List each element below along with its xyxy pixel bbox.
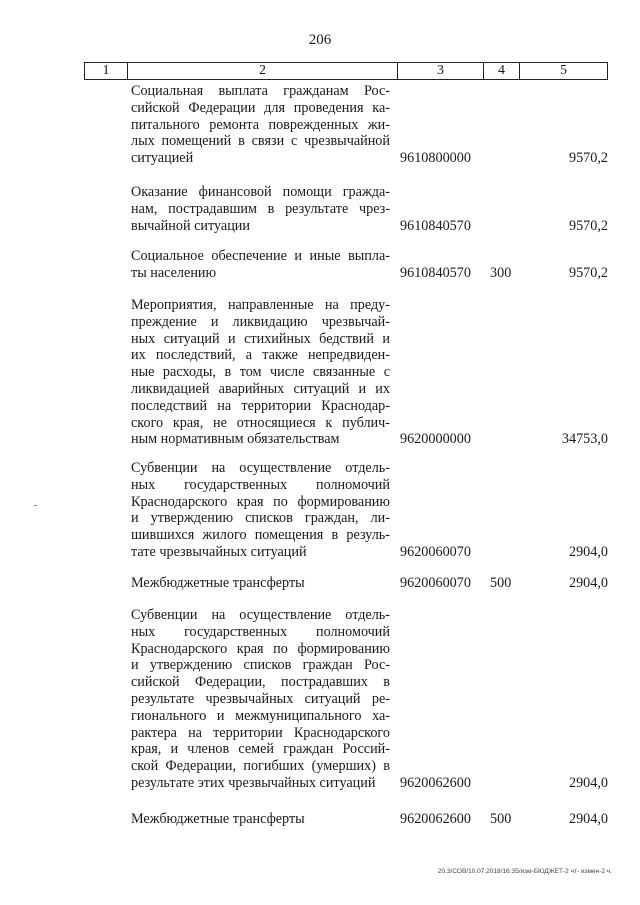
row-name-line: Субвенции на осуществление отдель- xyxy=(131,607,390,623)
row-name-line: результате чрезвычайных ситуаций ре- xyxy=(131,690,390,707)
row-name-line: ные расходы, в том числе связанные с xyxy=(131,364,390,381)
row-vr: 500 xyxy=(490,811,512,827)
row-name-line: ского края, не относящиеся к публич- xyxy=(131,414,390,431)
header-col-1: 1 xyxy=(85,63,128,79)
row-name-line: ты населению xyxy=(131,264,217,281)
row-amount: 2904,0 xyxy=(568,811,608,827)
row-amount: 34753,0 xyxy=(561,431,608,448)
row-name-line: ской Федерации, погибших (умерших) в xyxy=(131,758,390,775)
table-header xyxy=(84,62,608,80)
row-name-line: Краснодарского края по формированию xyxy=(131,640,390,657)
row-name-line: и утверждению списков граждан Рос- xyxy=(131,657,390,674)
row-name-line: ситуацией xyxy=(131,150,194,167)
row-code: 9620060070 xyxy=(400,575,471,591)
row-name-line: лых помещений в связи с чрезвычайной xyxy=(131,133,390,150)
header-col-4: 4 xyxy=(484,63,520,79)
row-name-line: гионального и межмуниципального ха- xyxy=(131,707,390,724)
margin-mark xyxy=(34,505,37,506)
row-amount: 9570,2 xyxy=(568,150,608,167)
row-name-line: сийской Федерации, пострадавших в xyxy=(131,674,390,691)
row-amount: 9570,2 xyxy=(568,264,608,281)
row-name-line: сийской Федерации для проведения ка- xyxy=(131,99,390,116)
row-amount: 2904,0 xyxy=(568,775,608,791)
row-name xyxy=(131,460,390,561)
row-name-line: питального ремонта поврежденных жи- xyxy=(131,116,390,133)
row-amount: 2904,0 xyxy=(568,544,608,560)
page-number: 206 xyxy=(308,32,332,48)
row-name-line: шившихся жилого помещения в резуль- xyxy=(131,527,390,544)
row-name-line: ликвидацией аварийных ситуаций и их xyxy=(131,380,390,397)
header-col-3: 3 xyxy=(398,63,484,79)
header-col-5: 5 xyxy=(560,63,567,78)
row-name xyxy=(131,575,390,592)
row-name-line: Мероприятия, направленные на преду- xyxy=(131,297,390,313)
row-name-line: нам, пострадавшим в результате чрез- xyxy=(131,200,390,217)
row-name-line: ным нормативным обязательствам xyxy=(131,431,340,448)
row-amount: 2904,0 xyxy=(568,575,608,591)
row-name xyxy=(131,811,390,828)
row-name-line: результате этих чрезвычайных ситуаций xyxy=(131,774,376,791)
row-code: 9610840570 xyxy=(400,264,471,281)
row-name-line: Краснодарского края по формированию xyxy=(131,493,390,510)
footer-stamp: 20.3/СОВ/10.07.2018/16:35/изм-БЮДЖЕТ-2 чт- измен-2 ч. xyxy=(437,868,612,875)
row-name-line: Социальная выплата гражданам Рос- xyxy=(131,83,390,99)
row-code: 9620062600 xyxy=(400,811,471,827)
row-name-line: последствий на территории Краснодар- xyxy=(131,397,390,414)
row-name-line: вычайной ситуации xyxy=(131,217,250,234)
row-name-line: преждение и ликвидацию чрезвычай- xyxy=(131,313,390,330)
row-name-line: и утверждению списков граждан, ли- xyxy=(131,510,390,527)
row-code: 9620062600 xyxy=(400,775,471,791)
row-code: 9620000000 xyxy=(400,431,471,448)
row-code: 9610840570 xyxy=(400,217,471,234)
row-name-line: рактера на территории Краснодарского xyxy=(131,724,390,741)
row-name xyxy=(131,83,390,167)
row-code: 9620060070 xyxy=(400,544,471,560)
row-name-line: ных государственных полномочий xyxy=(131,623,390,640)
row-amount: 9570,2 xyxy=(568,217,608,234)
row-name-line: Межбюджетные трансферты xyxy=(131,575,305,591)
row-code: 9610800000 xyxy=(400,150,471,167)
row-name-line: их последствий, а также непредвиден- xyxy=(131,347,390,364)
row-name xyxy=(131,248,390,282)
row-name-line: Оказание финансовой помощи гражда- xyxy=(131,184,390,200)
row-name-line: Субвенции на осуществление отдель- xyxy=(131,460,390,476)
header-col-2: 2 xyxy=(128,63,398,79)
row-name-line: Межбюджетные трансферты xyxy=(131,811,305,827)
row-name-line: края, и членов семей граждан Россий- xyxy=(131,741,390,758)
row-name-line: тате чрезвычайных ситуаций xyxy=(131,543,307,560)
row-name xyxy=(131,297,390,448)
row-name xyxy=(131,607,390,792)
row-name-line: Социальное обеспечение и иные выпла- xyxy=(131,248,390,264)
row-name xyxy=(131,184,390,234)
row-vr: 300 xyxy=(490,264,512,281)
row-name-line: ных государственных полномочий xyxy=(131,476,390,493)
row-vr: 500 xyxy=(490,575,512,591)
row-name-line: ных ситуаций и стихийных бедствий и xyxy=(131,330,390,347)
